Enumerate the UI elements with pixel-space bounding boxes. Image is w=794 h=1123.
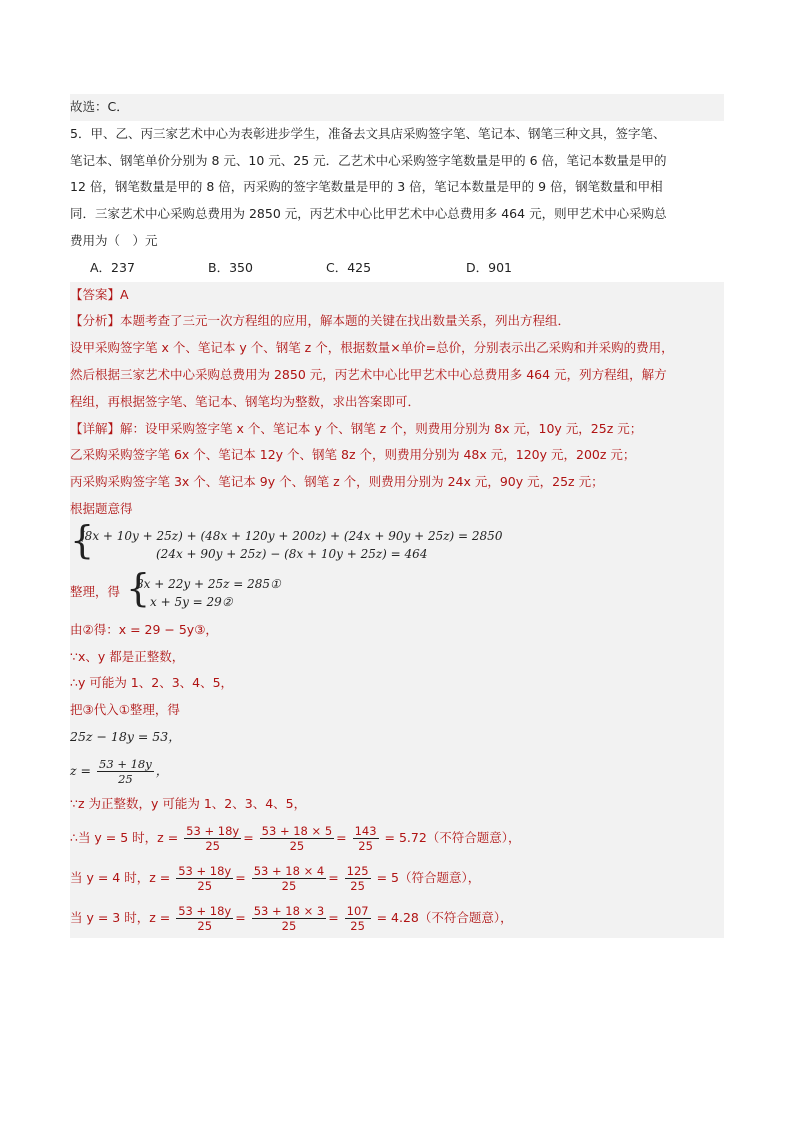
analysis-line-1: [70, 308, 724, 335]
case3-n3: 107: [346, 903, 369, 918]
choice-a[interactable]: A．237: [90, 259, 135, 275]
detail-tag: 【详解】: [70, 420, 121, 436]
analysis-line-2: 设甲采购签字笔 x 个、笔记本 y 个、钢笔 z 个，根据数量×单价=总价，分别表示出乙采购和并采购的费用，: [70, 340, 674, 356]
case3-frac-2: [252, 904, 326, 933]
case1-n2: 53 + 18 × 5: [261, 823, 333, 838]
case2-result: = 5（符合题意），: [376, 869, 481, 885]
case3-d2: 25: [281, 918, 297, 933]
solution-content: [70, 94, 724, 938]
z-expression-line: [70, 751, 724, 791]
detail-line-3: 丙采购采购签字笔 3x 个、笔记本 9y 个、钢笔 z 个，则费用分别为 24x 元，90y 元，25z 元；: [70, 474, 604, 490]
answer-value: A: [120, 286, 129, 302]
z-numerator: 53 + 18y: [99, 756, 152, 771]
case-line-2: 当 y = 4 时，z = $\frac{53 + 18y}{25}$ = $\frac{53 + 18 \times 4}{25}$ = $\frac{125}{25}$ = 5（符合题意），: [70, 863, 481, 893]
step-line-5: 25z − 18y = 53，: [70, 728, 181, 744]
question-block: [70, 121, 724, 282]
case3-frac-3: [345, 904, 371, 933]
z-prefix: z =: [70, 762, 92, 778]
case2-frac-1: [176, 864, 233, 893]
case2-d2: 25: [281, 878, 297, 893]
simplify-label: 整理，得: [70, 583, 121, 599]
analysis-text-1: 本题考查了三元一次方程组的应用，解本题的关键在找出数量关系，列出方程组．: [120, 313, 571, 329]
case2-d1: 25: [197, 878, 213, 893]
solution-block: [70, 282, 724, 938]
step-line-2: ∵x、y 都是正整数，: [70, 648, 185, 664]
case3-n1: 53 + 18y: [178, 903, 232, 918]
case2-n2: 53 + 18 × 4: [253, 863, 325, 878]
case2-n3: 125: [346, 863, 369, 878]
case2-frac-2: [252, 864, 326, 893]
step-line-1: 由②得：x = 29 − 5y③，: [70, 621, 218, 637]
choice-c[interactable]: C．425: [326, 259, 372, 275]
question-line-2: 笔记本、钢笔单价分别为 8 元、10 元、25 元．乙艺术中心采购签字笔数量是甲的 6 倍，笔记本数量是甲的: [70, 152, 667, 168]
case1-frac-1: [184, 824, 241, 853]
equation-system-2: [126, 565, 281, 611]
choice-b[interactable]: B．350: [208, 259, 253, 275]
case1-prefix: ∴当 y = 5 时，z =: [70, 829, 179, 845]
detail-line-4: 根据题意得: [70, 500, 133, 516]
case2-d3: 25: [350, 878, 365, 893]
choice-d[interactable]: D．901: [466, 259, 512, 275]
case3-d1: 25: [197, 918, 213, 933]
question-line-5: 费用为（ ）元: [70, 232, 158, 248]
step-line-4: 把③代入①整理，得: [70, 702, 180, 718]
case1-result: = 5.72（不符合题意），: [384, 829, 521, 845]
case2-frac-3: [345, 864, 371, 893]
answer-choices: [70, 255, 724, 282]
z-denominator: 25: [118, 771, 133, 786]
case3-result: = 4.28（不符合题意），: [376, 909, 513, 925]
detail-line-2: 乙采购采购签字笔 6x 个、笔记本 12y 个、钢笔 8z 个，则费用分别为 48x 元，120y 元，200z 元；: [70, 447, 636, 463]
case2-prefix: 当 y = 4 时，z =: [70, 869, 171, 885]
question-line-1: 5．甲、乙、丙三家艺术中心为表彰进步学生，准备去文具店采购签字笔、笔记本、钢笔三种文具，签字笔、: [70, 125, 666, 141]
z-suffix: ，: [155, 762, 169, 778]
case3-frac-1: [176, 904, 233, 933]
system2-eq-1: 8x + 22y + 25z = 285①: [136, 576, 281, 591]
case1-frac-3: [353, 824, 379, 853]
question-line-4: 同．三家艺术中心采购总费用为 2850 元，丙艺术中心比甲艺术中心总费用多 464 元，则甲艺术中心采购总: [70, 206, 667, 222]
question-line-3: 12 倍，钢笔数量是甲的 8 倍，丙采购的签字笔数量是甲的 3 倍，笔记本数量是甲的 9 倍，钢笔数量和甲相: [70, 179, 663, 195]
analysis-line-3: 然后根据三家艺术中心采购总费用为 2850 元，丙艺术中心比甲艺术中心总费用多 464 元，列方程组，解方: [70, 366, 667, 382]
case3-n2: 53 + 18 × 3: [253, 903, 325, 918]
z-fraction: [97, 757, 154, 786]
detail-line-1: [70, 416, 724, 443]
system-brace: {: [70, 517, 95, 562]
case-line-1: ∴当 y = 5 时，z = $\frac{53 + 18y}{25}$ = $\frac{53 + 18 \times 5}{25}$ = $\frac{143}{25}$ = 5.72（不符合题意），: [70, 823, 521, 853]
case1-n1: 53 + 18y: [186, 823, 240, 838]
case1-frac-2: [260, 824, 334, 853]
case3-d3: 25: [350, 918, 365, 933]
case2-n1: 53 + 18y: [178, 863, 232, 878]
step-line-3: ∴y 可能为 1、2、3、4、5，: [70, 675, 234, 691]
case1-d1: 25: [205, 838, 220, 853]
conclusion-line: 故选：C．: [70, 94, 724, 121]
analysis-line-4: 程组，再根据签字笔、笔记本、钢笔均为整数，求出答案即可．: [70, 393, 421, 409]
analysis-tag: 【分析】: [70, 313, 121, 329]
z-integer-line: ∵z 为正整数，y 可能为 1、2、3、4、5，: [70, 795, 307, 811]
answer-tag: 【答案】: [70, 286, 121, 302]
system1-eq-1: (8x + 10y + 25z) + (48x + 120y + 200z) + (24x + 90y + 25z) = 2850: [80, 528, 503, 543]
detail-text-1: 解：设甲采购签字笔 x 个、笔记本 y 个、钢笔 z 个，则费用分别为 8x 元，10y 元，25z 元；: [120, 420, 643, 436]
simplify-block: [70, 565, 724, 617]
answer-line: [70, 282, 724, 309]
system2-eq-2: x + 5y = 29②: [150, 594, 233, 609]
case1-d2: 25: [289, 838, 305, 853]
case1-n3: 143: [354, 823, 377, 838]
system1-eq-2: (24x + 90y + 25z) − (8x + 10y + 25z) = 464: [156, 546, 428, 561]
equation-system-1: [70, 517, 724, 569]
case1-d3: 25: [358, 838, 373, 853]
case-line-3: 当 y = 3 时，z = $\frac{53 + 18y}{25}$ = $\frac{53 + 18 \times 3}{25}$ = $\frac{107}{25}$ = 4.28（不符合题意），: [70, 903, 513, 933]
system2-brace: {: [126, 565, 151, 610]
case3-prefix: 当 y = 3 时，z =: [70, 909, 171, 925]
